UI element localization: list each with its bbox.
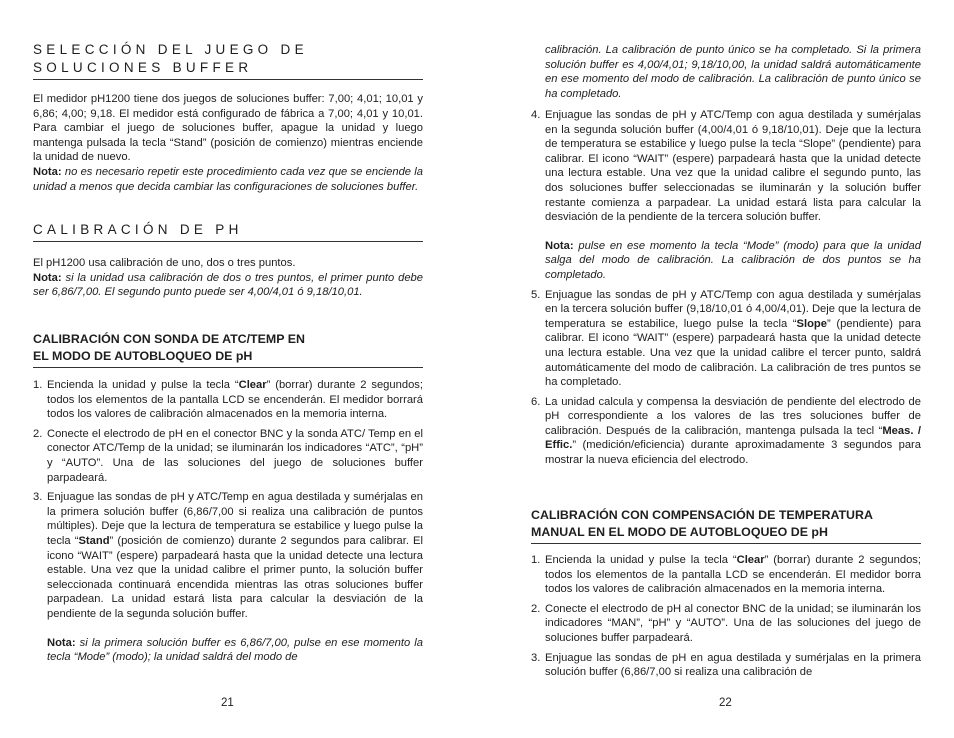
subsection-title-atc-autolock (33, 331, 423, 368)
note-text: si la unidad usa calibración de dos o tres puntos, el primer punto debe ser 6,86/7,00. El segundo punto puede ser 4,00/4,01 ó 9,18/10,01. (33, 271, 423, 299)
list-item (531, 553, 921, 597)
left-page (33, 0, 423, 738)
section-title-buffer-selection: SELECCIÓN DEL JUEGO DE SOLUCIONES BUFFER (33, 41, 423, 80)
step-number: 5. (531, 288, 541, 301)
buffer-selection-text (33, 92, 423, 194)
subsection-title-manual-temp (531, 507, 921, 544)
step-number: 4. (531, 109, 541, 121)
note-label: Nota: (545, 239, 574, 252)
step-number: 6. (531, 395, 541, 408)
step-text: La unidad calcula y compensa la desviación de pendiente del electrodo de pH correspondiente a los valores de las tres soluciones buffer de calibración. Después de la calibración, mantenga pulsada la tecl “ (545, 395, 921, 437)
list-item (531, 395, 921, 468)
key-name: Clear (238, 379, 267, 391)
right-page (531, 0, 921, 738)
ph-calibration-text (33, 256, 423, 300)
note-text: no es necesario repetir este procedimiento cada vez que se enciende la unidad a menos que decida cambiar las configuraciones de soluciones buffer. (33, 165, 424, 193)
step-number: 1. (33, 379, 43, 391)
note-text: pulse en ese momento la tecla “Mode” (modo) para que la unidad salga del modo de calibración. La calibración de dos puntos se ha completado. (545, 239, 921, 281)
key-name: Clear (736, 554, 765, 566)
note-label: Nota: (33, 271, 62, 284)
step-number: 2. (531, 602, 541, 615)
key-name: Stand (78, 534, 110, 547)
step-text: Encienda la unidad y pulse la tecla “ (47, 379, 239, 391)
ph-calibration-note (33, 271, 423, 300)
ph-calibration-body: El pH1200 usa calibración de uno, dos o tres puntos. (33, 257, 296, 269)
key-name: Meas. / Effic. (545, 424, 921, 452)
page-number: 22 (719, 697, 732, 709)
list-item (531, 651, 921, 680)
list-item (531, 108, 921, 283)
key-name: Slope (796, 317, 827, 330)
step-text: Enjuague las sondas de pH en agua destilada y sumérjalas en la primera solución buffer (6,86/7,00 si realiza una calibración de (545, 651, 921, 679)
note-label: Nota: (33, 165, 62, 178)
subsection-title-line: CALIBRACIÓN CON COMPENSACIÓN DE TEMPERATURA (531, 508, 873, 522)
list-item (33, 378, 423, 422)
note-text: si la primera solución buffer es 6,86/7,00, pulse en ese momento la tecla “Mode” (modo); la unidad saldrá del modo de (47, 636, 424, 664)
note-label: Nota: (47, 636, 76, 649)
step-note (47, 636, 423, 665)
subsection-title-line: CALIBRACIÓN CON SONDA DE ATC/TEMP EN (33, 332, 305, 346)
step-number: 2. (33, 427, 43, 440)
page-number: 21 (221, 697, 234, 709)
atc-steps-list (33, 378, 423, 665)
manual-steps-list (531, 553, 921, 680)
subsection-title-line: MANUAL EN EL MODO DE AUTOBLOQUEO DE pH (531, 525, 828, 539)
continued-note: calibración. La calibración de punto único se ha completado. Si la primera solución buffer es 4,00/4,01; 9,18/10,00, la unidad saldrá automáticamente en ese momento del modo de calibración. La calibración de punto único se ha completado. (545, 44, 921, 100)
step-text: Enjuague las sondas de pH y ATC/Temp con agua destilada y sumérjalas en la tercera solución buffer (9,18/10,01 ó 4,00/4,01). Deje que la lectura de temperatura se estabilice, luego pulse la tecla “ (545, 288, 921, 330)
buffer-selection-body: El medidor pH1200 tiene dos juegos de soluciones buffer: 7,00; 4,01; 10,01 y 6,86; 4,00; 9,18. El medidor está configurado de fábrica a 7,00; 4,01 y 10,01. Para cambiar el juego de soluciones buffer, apague la unidad y luego mantenga pulsada la tecla “Stand” (posición de comienzo) mientras enciende la unidad de nuevo. (33, 93, 423, 164)
step-text: Encienda la unidad y pulse la tecla “ (545, 554, 737, 566)
step-text: ” (borrar) durante 2 segundos; todos los elementos de la pantalla LCD se encenderán. El medidor borrará todos los valores de calibración almacenados en la memoria interna. (47, 379, 423, 421)
buffer-selection-note (33, 165, 423, 194)
step-text: Conecte el electrodo de pH al conector BNC de la unidad; se iluminarán los indicadores “MAN”, “pH” y “AUTO”. Una de las soluciones del juego de soluciones buffer parpadeará. (545, 602, 921, 644)
subsection-title-line: EL MODO DE AUTOBLOQUEO DE pH (33, 349, 253, 363)
section-title-ph-calibration: CALIBRACIÓN DE PH (33, 221, 423, 242)
step-text: ” (posición de comienzo) durante 2 segundos para calibrar. El icono “WAIT” (espere) parpadeará hasta que la unidad detecte una lectura estable. Una vez que la unidad calibre el primer punto, la solución buffer seleccionada continuará encendida mientras las otras soluciones buffer parpadean. La unidad estará lista para calcular la desviación de la pendiente de la segunda solución buffer. (47, 534, 424, 620)
list-item (33, 490, 423, 665)
list-item (531, 602, 921, 646)
step-note (545, 239, 921, 283)
step-number: 3. (33, 491, 43, 504)
step-text: ” (medición/eficiencia) durante aproximadamente 3 segundos para mostrar la nueva eficiencia del electrodo. (545, 439, 921, 467)
step-text: Conecte el electrodo de pH en el conector BNC y la sonda ATC/ Temp en el conector ATC/Temp de la unidad; se iluminarán los indicadores “ATC”, “pH” y “AUTO”. Una de las soluciones del juego de soluciones buffer parpadeará. (47, 427, 423, 484)
step-number: 3. (531, 651, 541, 664)
step-text: Enjuague las sondas de pH y ATC/Temp en agua destilada y sumérjalas en la primera solución buffer (6,86/7,00 si realiza una calibración de puntos múltiples). Deje que la lectura de temperatura se estabilice y luego pulse la tecla “ (47, 491, 423, 547)
list-item (33, 427, 423, 485)
step-text: ” (pendiente) para calibrar. El icono “WAIT” (espere) parpadeará hasta que la unidad detecte una lectura estable. Una vez que la unidad calibre el tercer punto, saldrá automáticamente del modo de calibración. La calibración de tres puntos se ha completado. (545, 317, 921, 389)
step-number: 1. (531, 554, 541, 566)
list-item (531, 288, 921, 390)
atc-steps-list-continued (531, 108, 921, 468)
step-text: Enjuague las sondas de pH y ATC/Temp con agua destilada y sumérjalas en la segunda solución buffer (4,00/4,01 ó 9,18/10,01). Deje que la lectura de temperatura se estabilice y luego pulse la tecla “Slope” (pendiente) para calibrar. El icono “WAIT” (espere) parpadeará hasta que la unidad detecte una lectura estable. Una vez que la unidad calibre el segundo punto, las dos soluciones buffer seleccionadas se iluminarán y la solución buffer restante comienza a parpadear. La unidad estará lista para calcular la desviación de la pendiente de la tercera solución buffer. (545, 109, 921, 224)
step-text: ” (borrar) durante 2 segundos; todos los elementos de la pantalla LCD se encenderán. El medidor borra todos los valores de calibración almacenados en la memoria interna. (545, 554, 921, 596)
